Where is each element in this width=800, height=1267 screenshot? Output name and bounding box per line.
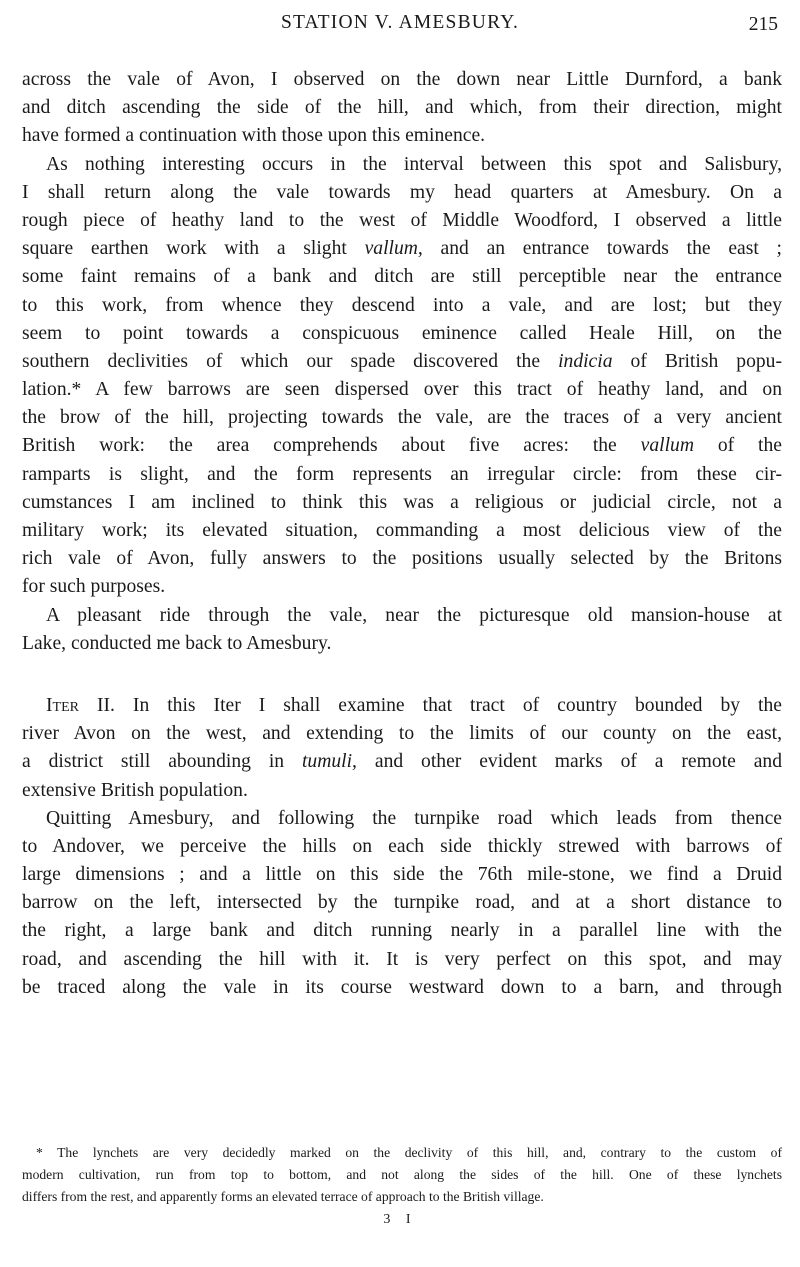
text-segment: II. In this Iter I shall examine that tract of country bounded by the	[78, 694, 782, 716]
text-segment: British work: the area comprehends about five acres: the	[22, 435, 641, 457]
text-line	[22, 545, 782, 573]
text-line	[22, 235, 782, 263]
text-line	[22, 179, 782, 207]
text-segment: southern declivities of which our spade discovered the	[22, 350, 559, 372]
text-line	[22, 602, 782, 630]
text-line	[22, 833, 782, 861]
text-segment: the brow of the hill, projecting towards the vale, are the traces of a very ancient	[22, 407, 782, 429]
text-segment: the right, a large bank and ditch running nearly in a parallel line with the	[22, 920, 782, 942]
text-segment: I shall return along the vale towards my head quarters at Amesbury. On a	[22, 181, 782, 203]
text-line	[22, 207, 782, 235]
text-line	[22, 122, 782, 150]
text-segment: ramparts is slight, and the form represents an irregular circle: from these cir-	[22, 463, 782, 485]
text-line	[22, 692, 782, 720]
text-segment: and other evident marks of a remote and	[356, 751, 782, 773]
text-line	[22, 376, 782, 404]
text-segment: have formed a continuation with those upon this eminence.	[22, 125, 486, 147]
text-line	[22, 917, 782, 945]
footnote-line: * The lynchets are very decidedly marked on the declivity of this hill, and, contrary to the custom of	[36, 1145, 782, 1160]
text-segment: and an entrance towards the east ;	[422, 238, 782, 260]
text-line	[22, 263, 782, 291]
text-line	[22, 974, 782, 1002]
footnote-line: differs from the rest, and apparently forms an elevated terrace of approach to the British village.	[22, 1189, 544, 1204]
text-line	[22, 861, 782, 889]
italic-term: tumuli,	[301, 751, 357, 773]
text-line	[22, 573, 782, 601]
small-caps-term: Iter	[46, 694, 79, 716]
page-number: 215	[748, 14, 778, 35]
text-segment: rich vale of Avon, fully answers to the positions usually selected by the Britons	[22, 548, 782, 570]
text-line	[22, 889, 782, 917]
text-segment: Quitting Amesbury, and following the turnpike road which leads from thence	[46, 807, 782, 829]
footnote	[22, 1142, 782, 1208]
text-segment: A pleasant ride through the vale, near the picturesque old mansion-house at	[46, 604, 782, 626]
text-segment: river Avon on the west, and extending to the limits of our county on the east,	[22, 723, 782, 745]
text-line	[22, 348, 782, 376]
text-segment: large dimensions ; and a little on this side the 76th mile-stone, we find a Druid	[22, 864, 782, 886]
text-line	[22, 630, 782, 658]
text-line	[22, 517, 782, 545]
text-line	[22, 292, 782, 320]
text-segment: square earthen work with a slight	[22, 238, 365, 260]
text-line	[22, 777, 782, 805]
text-segment: of the	[693, 435, 782, 457]
text-segment: barrow on the left, intersected by the turnpike road, and at a short distance to	[22, 892, 782, 914]
text-line	[22, 66, 782, 94]
text-segment: to Andover, we perceive the hills on each side thickly strewed with barrows of	[22, 835, 782, 857]
text-line	[22, 748, 782, 776]
text-segment: road, and ascending the hill with it. It is very perfect on this spot, and may	[22, 948, 782, 970]
italic-term: indicia	[558, 350, 613, 372]
footnote-line: modern cultivation, run from top to bottom, and not along the sides of the hill. One of these lynchets	[22, 1167, 782, 1182]
italic-term: vallum	[640, 435, 694, 457]
text-segment: for such purposes.	[22, 576, 166, 598]
text-segment: a district still abounding in	[22, 751, 302, 773]
running-head: STATION V. AMESBURY.	[280, 12, 520, 33]
text-segment: rough piece of heathy land to the west of Middle Woodford, I observed a little	[22, 209, 782, 231]
text-segment: to this work, from whence they descend into a vale, and are lost; but they	[22, 294, 782, 316]
text-segment: cumstances I am inclined to think this was a religious or judicial circle, not a	[22, 491, 782, 513]
text-segment: military work; its elevated situation, commanding a most delicious view of the	[22, 520, 782, 541]
text-line	[22, 461, 782, 489]
text-segment: As nothing interesting occurs in the interval between this spot and Salisbury,	[46, 153, 782, 175]
text-line	[22, 805, 782, 833]
text-segment: some faint remains of a bank and ditch are still perceptible near the entrance	[22, 266, 782, 288]
text-line	[22, 720, 782, 748]
text-line	[22, 946, 782, 974]
text-line	[22, 404, 782, 432]
text-segment: extensive British population.	[22, 779, 248, 801]
text-segment: seem to point towards a conspicuous eminence called Heale Hill, on the	[22, 322, 782, 344]
text-segment: and ditch ascending the side of the hill, and which, from their direction, might	[22, 97, 782, 119]
text-segment: be traced along the vale in its course westward down to a barn, and through	[22, 976, 782, 998]
section-gap	[22, 658, 782, 692]
page-header	[0, 12, 800, 42]
body-text	[22, 66, 782, 1002]
text-segment: across the vale of Avon, I observed on the down near Little Durnford, a bank	[22, 69, 782, 90]
text-segment: of British popu-	[612, 350, 782, 372]
text-segment: lation.* A few barrows are seen dispersed over this tract of heathy land, and on	[22, 379, 782, 401]
text-segment: Lake, conducted me back to Amesbury.	[22, 632, 332, 654]
text-line	[22, 94, 782, 122]
text-line	[22, 320, 782, 348]
italic-term: vallum,	[364, 238, 423, 260]
text-line	[22, 489, 782, 517]
text-line	[22, 432, 782, 460]
text-line	[22, 151, 782, 179]
signature-mark: 3 I	[383, 1212, 417, 1227]
